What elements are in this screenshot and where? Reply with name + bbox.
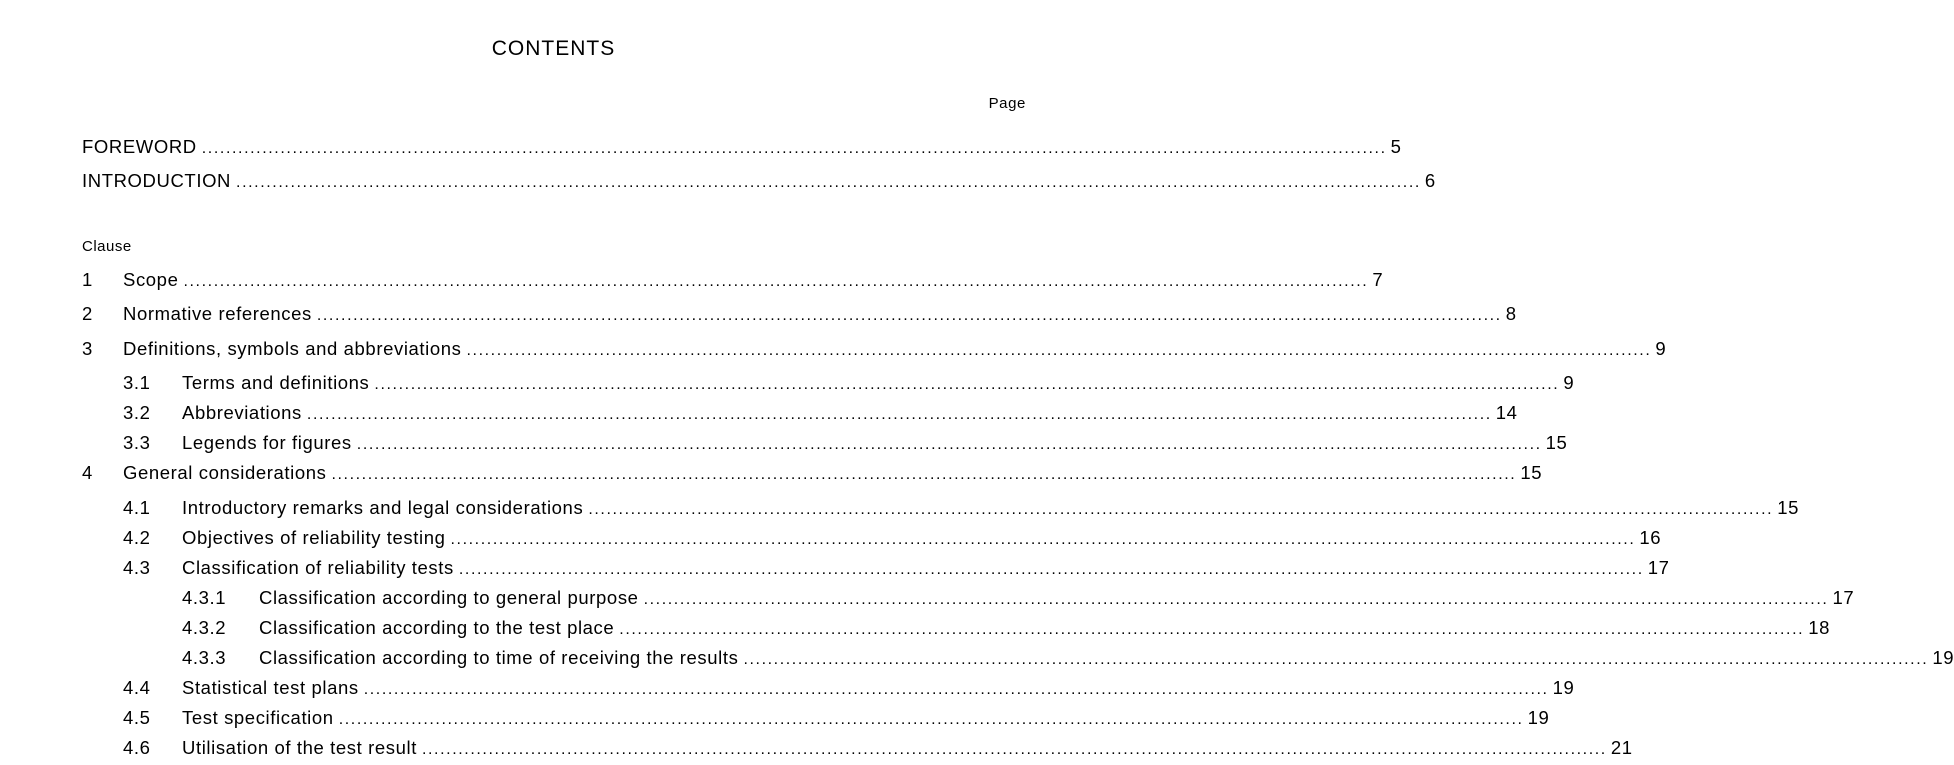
toc-entry[interactable] xyxy=(123,707,1550,731)
toc-entry[interactable] xyxy=(123,372,1575,396)
toc-entry-page: 15 xyxy=(1520,462,1543,483)
toc-entry[interactable] xyxy=(123,402,1518,426)
toc-entry-number: 4.1 xyxy=(123,497,151,518)
leader-dots: .................................................................................................................................................................................................... xyxy=(356,436,1542,453)
leader-dots: .................................................................................................................................................................................................... xyxy=(201,140,1387,157)
leader-dots: .................................................................................................................................................................................................... xyxy=(643,591,1829,608)
toc-entry-text: Objectives of reliability testing xyxy=(182,527,446,548)
toc-entry-page: 6 xyxy=(1424,170,1436,191)
toc-entry-page: 16 xyxy=(1639,527,1662,548)
toc-entry-text: Abbreviations xyxy=(182,402,302,423)
toc-entry-text: Classification according to general purpose xyxy=(259,587,639,608)
toc-entry[interactable] xyxy=(82,338,1667,362)
toc-entry-number: 4.2 xyxy=(123,527,151,548)
toc-entry-page: 15 xyxy=(1777,497,1799,518)
toc-entry[interactable] xyxy=(82,269,1384,293)
toc-entry-number: 4.3.3 xyxy=(182,647,227,668)
toc-entry-text: Statistical test plans xyxy=(182,677,359,698)
toc-entry[interactable] xyxy=(82,462,1543,486)
toc-entry[interactable] xyxy=(182,587,1855,611)
toc-entry-number: 4.5 xyxy=(123,707,151,728)
toc-entry-page: 18 xyxy=(1808,617,1830,638)
leader-dots: .................................................................................................................................................................................................... xyxy=(338,711,1524,728)
leader-dots: .................................................................................................................................................................................................... xyxy=(374,376,1560,393)
leader-dots: .................................................................................................................................................................................................... xyxy=(588,501,1774,518)
toc-entry-page: 9 xyxy=(1655,338,1667,359)
toc-entry-text: Terms and definitions xyxy=(182,372,370,393)
toc-entry-page: 9 xyxy=(1563,372,1575,393)
toc-entry-text: FOREWORD xyxy=(82,136,197,157)
toc-entry-text: INTRODUCTION xyxy=(82,170,232,191)
leader-dots: .................................................................................................................................................................................................... xyxy=(421,741,1607,758)
toc-entry-text: Scope xyxy=(123,269,179,290)
toc-entry[interactable] xyxy=(182,617,1830,641)
toc-entry-page: 14 xyxy=(1495,402,1518,423)
leader-dots: .................................................................................................................................................................................................... xyxy=(450,531,1636,548)
toc-entry-number: 4.3.1 xyxy=(182,587,227,608)
leader-dots: .................................................................................................................................................................................................... xyxy=(236,174,1421,191)
toc-entry-page: 5 xyxy=(1390,136,1402,157)
leader-dots: .................................................................................................................................................................................................... xyxy=(743,651,1929,668)
leader-dots: .................................................................................................................................................................................................... xyxy=(183,273,1369,290)
leader-dots: .................................................................................................................................................................................................... xyxy=(331,466,1517,483)
toc-entry-page: 19 xyxy=(1527,707,1550,728)
toc-entry-page: 21 xyxy=(1610,737,1633,758)
toc-entry-page: 15 xyxy=(1545,432,1568,453)
page-title: CONTENTS xyxy=(491,37,616,60)
toc-entry-introduction[interactable] xyxy=(82,170,1436,194)
toc-entry-text: Legends for figures xyxy=(182,432,352,453)
leader-dots: .................................................................................................................................................................................................... xyxy=(363,681,1549,698)
clause-label: Clause xyxy=(82,238,132,255)
toc-entry-text: Classification of reliability tests xyxy=(182,557,454,578)
toc-entry-text: General considerations xyxy=(123,462,327,483)
leader-dots: .................................................................................................................................................................................................... xyxy=(619,621,1805,638)
leader-dots: .................................................................................................................................................................................................... xyxy=(458,561,1644,578)
toc-entry-text: Introductory remarks and legal considerations xyxy=(182,497,584,518)
toc-entry-text: Test specification xyxy=(182,707,334,728)
toc-entry-number: 3 xyxy=(82,338,93,359)
toc-entry-text: Definitions, symbols and abbreviations xyxy=(123,338,462,359)
toc-entry[interactable] xyxy=(82,303,1517,327)
toc-entry-page: 8 xyxy=(1505,303,1517,324)
toc-entry[interactable] xyxy=(123,677,1575,701)
toc-entry-text: Normative references xyxy=(123,303,312,324)
toc-entry-text: Classification according to time of receiving the results xyxy=(259,647,739,668)
toc-entry-number: 1 xyxy=(82,269,93,290)
toc-entry[interactable] xyxy=(123,737,1633,761)
toc-entry-number: 4.6 xyxy=(123,737,151,758)
toc-entry-number: 4.4 xyxy=(123,677,151,698)
toc-entry[interactable] xyxy=(123,497,1799,521)
page-column-label: Page xyxy=(988,95,1026,112)
toc-entry-number: 4.3 xyxy=(123,557,151,578)
toc-entry-page: 7 xyxy=(1372,269,1384,290)
toc-entry[interactable] xyxy=(123,557,1670,581)
toc-entry-number: 2 xyxy=(82,303,93,324)
toc-entry-page: 19 xyxy=(1552,677,1575,698)
toc-entry-text: Classification according to the test place xyxy=(259,617,615,638)
leader-dots: .................................................................................................................................................................................................... xyxy=(466,342,1652,359)
toc-entry-page: 19 xyxy=(1932,647,1954,668)
toc-entry-number: 4 xyxy=(82,462,93,483)
toc-entry[interactable] xyxy=(123,432,1568,456)
toc-entry[interactable] xyxy=(123,527,1662,551)
toc-entry-text: Utilisation of the test result xyxy=(182,737,417,758)
toc-entry-number: 3.3 xyxy=(123,432,151,453)
toc-entry-foreword[interactable] xyxy=(82,136,1402,160)
toc-entry-page: 17 xyxy=(1647,557,1670,578)
toc-entry-number: 3.2 xyxy=(123,402,151,423)
toc-entry[interactable] xyxy=(182,647,1954,671)
toc-entry-number: 4.3.2 xyxy=(182,617,227,638)
leader-dots: .................................................................................................................................................................................................... xyxy=(316,307,1502,324)
toc-entry-number: 3.1 xyxy=(123,372,151,393)
toc-entry-page: 17 xyxy=(1832,587,1855,608)
leader-dots: .................................................................................................................................................................................................... xyxy=(306,406,1492,423)
